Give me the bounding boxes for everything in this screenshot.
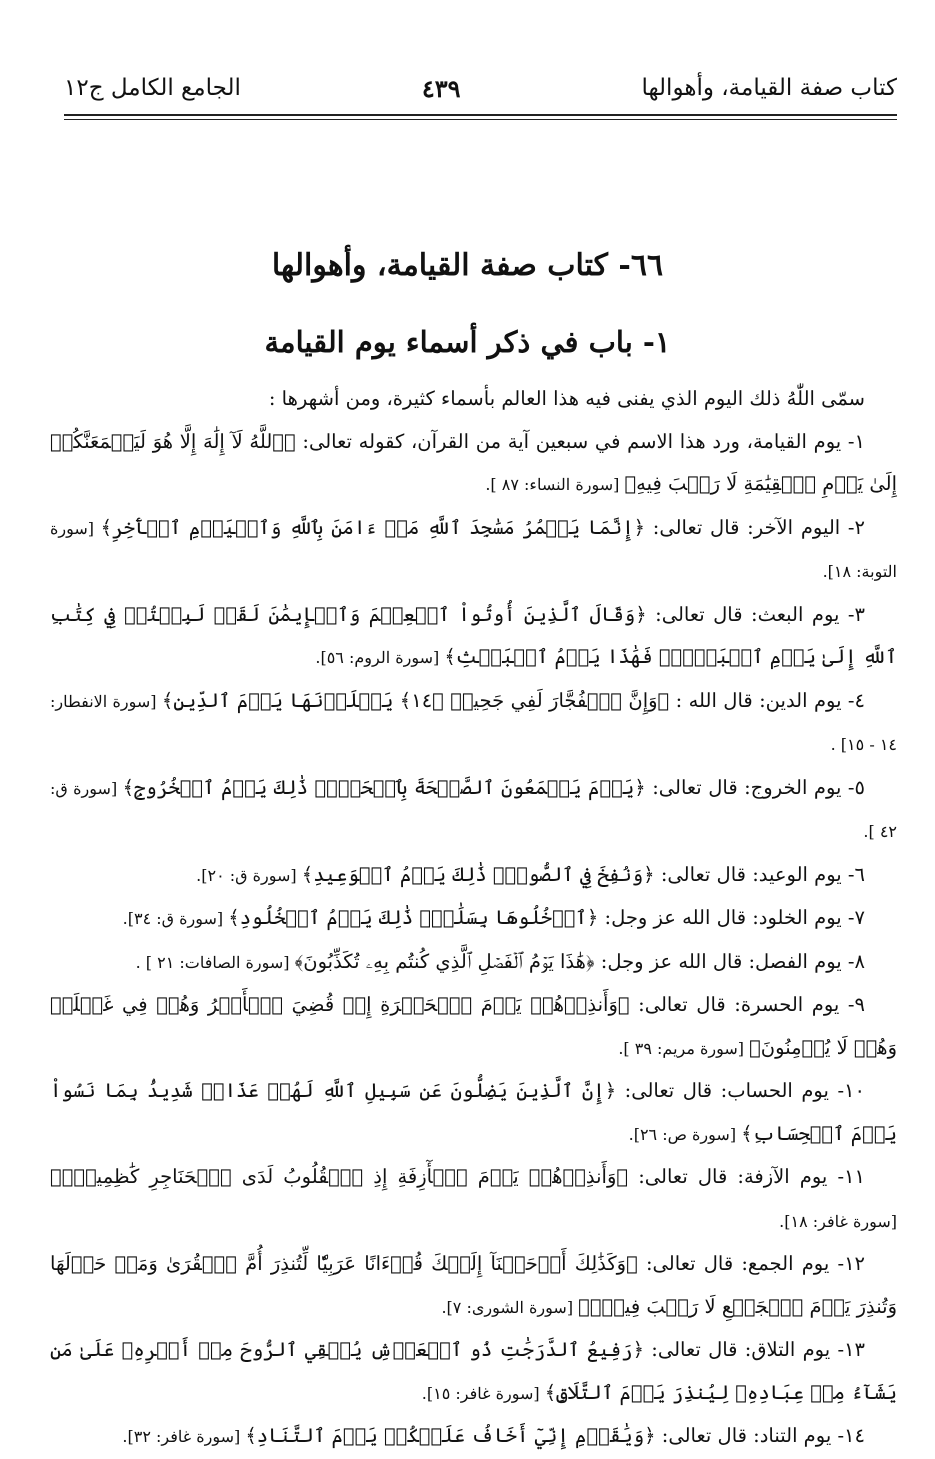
item-verse: ﴿يَوۡمَ يَسۡمَعُونَ ٱلصَّيۡحَةَ بِٱلۡحَقِّۚ ذَٰلِكَ يَوۡمُ ٱلۡخُرُوجِ﴾ [122, 775, 646, 799]
item-ref: [سورة ق: ٢٠]. [196, 865, 302, 885]
list-item [50, 421, 897, 507]
item-lead: ١٤- يوم التناد: قال تعالى: [655, 1424, 865, 1447]
item-verse: ﴿وَنُفِخَ فِي ٱلصُّورِۚ ذَٰلِكَ يَوۡمُ ٱلۡوَعِيدِ﴾ [301, 862, 655, 886]
list-item [50, 1415, 897, 1459]
item-ref: [سورة الشورى: ٧]. [441, 1297, 579, 1317]
item-lead: ٤- يوم الدين: قال الله : [669, 688, 865, 712]
header-book: الجامع الكامل ج١٢ [64, 75, 241, 101]
item-ref: [سورة غافر: ١٥]. [421, 1383, 545, 1403]
list-item [50, 680, 897, 767]
running-header [64, 68, 897, 108]
section-title: ١- باب في ذكر أسماء يوم القيامة [264, 325, 671, 359]
item-lead: ١١- يوم الآزفة: قال تعالى: [628, 1165, 865, 1188]
item-verse: ﴿وَقَالَ ٱلَّذِينَ أُوتُواْ ٱلۡعِلۡمَ وَٱلۡإِيمَٰنَ لَقَدۡ لَبِثۡتُمۡ فِي كِتَٰبِ ٱللَّهِ إِلَىٰ يَوۡمِ ٱلۡبَعۡثِۖ فَهَٰذَا يَوۡمُ ٱلۡبَعۡثِ﴾ [50, 602, 897, 668]
item-verse: ﴿وَيَٰقَوۡمِ إِنِّيٓ أَخَافُ عَلَيۡكُمۡ يَوۡمَ ٱلتَّنَادِ﴾ [245, 1424, 656, 1447]
item-ref: [سورة التوبة: ١٨]. [50, 518, 897, 581]
item-lead: ٥- يوم الخروج: قال تعالى: [645, 775, 865, 799]
item-ref: [سورة ق: ٣٤]. [122, 909, 229, 928]
body-text [50, 378, 897, 1459]
item-verse: ﴿ٱدۡخُلُوهَا بِسَلَٰمٖۖ ذَٰلِكَ يَوۡمُ ٱلۡخُلُودِ﴾ [228, 906, 599, 929]
item-ref: [سورة الروم: ٥٦]. [315, 648, 445, 667]
list-item [50, 1329, 897, 1415]
item-ref: [سورة ص: ٢٦]. [628, 1124, 742, 1144]
item-lead: ١- يوم القيامة، ورد هذا الاسم في سبعين آية من القرآن، كقوله تعالى: [295, 429, 865, 453]
item-lead: ٣- يوم البعث: قال تعالى: [646, 602, 865, 626]
item-verse: ﴿رَفِيعُ ٱلدَّرَجَٰتِ ذُو ٱلۡعَرۡشِ يُلۡقِي ٱلرُّوحَ مِنۡ أَمۡرِهِۦ عَلَىٰ مَن يَشَآءُ مِنۡ عِبَادِهِۦ لِيُنذِرَ يَوۡمَ ٱلتَّلَاقِ﴾ [50, 1338, 897, 1404]
item-verse: ﴿إِنَّمَا يَعۡمُرُ مَسَٰجِدَ ٱللَّهِ مَنۡ ءَامَنَ بِٱللَّهِ وَٱلۡيَوۡمِ ٱلۡأٓخِرِ﴾ [100, 515, 646, 539]
item-lead: ١٢- يوم الجمع: قال تعالى: [637, 1252, 866, 1275]
item-verse: ﴿إِنَّ ٱلَّذِينَ يَضِلُّونَ عَن سَبِيلِ ٱللَّهِ لَهُمۡ عَذَابٞ شَدِيدُۢ بِمَا نَسُواْ يَوۡمَ ٱلۡحِسَابِ﴾ [50, 1079, 897, 1145]
list-item [50, 1156, 897, 1243]
item-ref: [سورة ق: ٤٢ ]. [50, 778, 897, 841]
item-lead: ١٣- يوم التلاق: قال تعالى: [644, 1338, 865, 1361]
list-item [50, 594, 897, 680]
item-lead: ٦- يوم الوعيد: قال تعالى: [654, 862, 865, 886]
item-ref: [سورة غافر: ١٨]. [779, 1211, 897, 1231]
list-item [50, 1243, 897, 1329]
item-ref: [سورة غافر: ٣٢]. [122, 1427, 246, 1446]
page-number: ٤٣٩ [421, 73, 461, 103]
item-lead: ٨- يوم الفصل: قال الله عز وجل: [594, 949, 865, 973]
item-verse: ﴿هَٰذَا يَوۡمُ ٱلۡفَصۡلِ ٱلَّذِي كُنتُم بِهِۦ تُكَذِّبُونَ﴾ [294, 949, 595, 973]
list-item [50, 1070, 897, 1156]
item-lead: ٩- يوم الحسرة: قال تعالى: [629, 993, 865, 1016]
item-verse: ﴿وَإِنَّ ٱلۡفُجَّارَ لَفِي جَحِيمٖ ﴿١٤﴾ يَصۡلَوۡنَهَا يَوۡمَ ٱلدِّينِ﴾ [161, 688, 670, 712]
item-verse: ﴿وَأَنذِرۡهُمۡ يَوۡمَ ٱلۡأٓزِفَةِ إِذِ ٱلۡقُلُوبُ لَدَى ٱلۡحَنَاجِرِ كَٰظِمِينَۚ﴾ [50, 1165, 629, 1188]
chapter-title: ٦٦- كتاب صفة القيامة، وأهوالها [271, 248, 664, 283]
item-ref: [سورة النساء: ٨٧ ]. [485, 475, 625, 494]
header-rule-thick [64, 114, 897, 116]
item-verse: ﴿ٱللَّهُ لَآ إِلَٰهَ إِلَّا هُوَ لَيَجۡمَعَنَّكُمۡ إِلَىٰ يَوۡمِ ٱلۡقِيَٰمَةِ لَا رَيۡبَ فِيهِ﴾ [50, 429, 897, 495]
list-item [50, 941, 897, 985]
item-ref: [سورة الانفطار: ١٤ - ١٥] . [50, 691, 897, 754]
item-verse: ﴿وَأَنذِرۡهُمۡ يَوۡمَ ٱلۡحَسۡرَةِ إِذۡ قُضِيَ ٱلۡأَمۡرُ وَهُمۡ فِي غَفۡلَةٖ وَهُمۡ لَا يُؤۡمِنُونَ﴾ [50, 993, 897, 1059]
names-list [50, 421, 897, 1459]
item-lead: ١٠- يوم الحساب: قال تعالى: [616, 1079, 865, 1102]
header-rule-thin [64, 119, 897, 120]
list-item [50, 897, 897, 941]
item-lead: ٧- يوم الخلود: قال الله عز وجل: [598, 906, 865, 929]
list-item [50, 854, 897, 898]
intro-paragraph: سمّى اللّٰهُ ذلك اليوم الذي يفنى فيه هذا العالم بأسماء كثيرة، ومن أشهرها : [268, 387, 865, 410]
item-verse: ﴿وَكَذَٰلِكَ أَوۡحَيۡنَآ إِلَيۡكَ قُرۡءَانًا عَرَبِيّٗا لِّتُنذِرَ أُمَّ ٱلۡقُرَىٰ وَمَنۡ حَوۡلَهَا وَتُنذِرَ يَوۡمَ ٱلۡجَمۡعِ لَا رَيۡبَ فِيهِۚ﴾ [50, 1252, 897, 1318]
list-item [50, 507, 897, 594]
list-item [50, 767, 897, 854]
list-item [50, 984, 897, 1070]
header-chapter: كتاب صفة القيامة، وأهوالها [641, 75, 897, 101]
item-ref: [سورة الصافات: ٢١ ] . [135, 952, 295, 972]
item-lead: ٢- اليوم الآخر: قال تعالى: [645, 515, 866, 539]
item-ref: [سورة مريم: ٣٩ ]. [618, 1038, 750, 1058]
